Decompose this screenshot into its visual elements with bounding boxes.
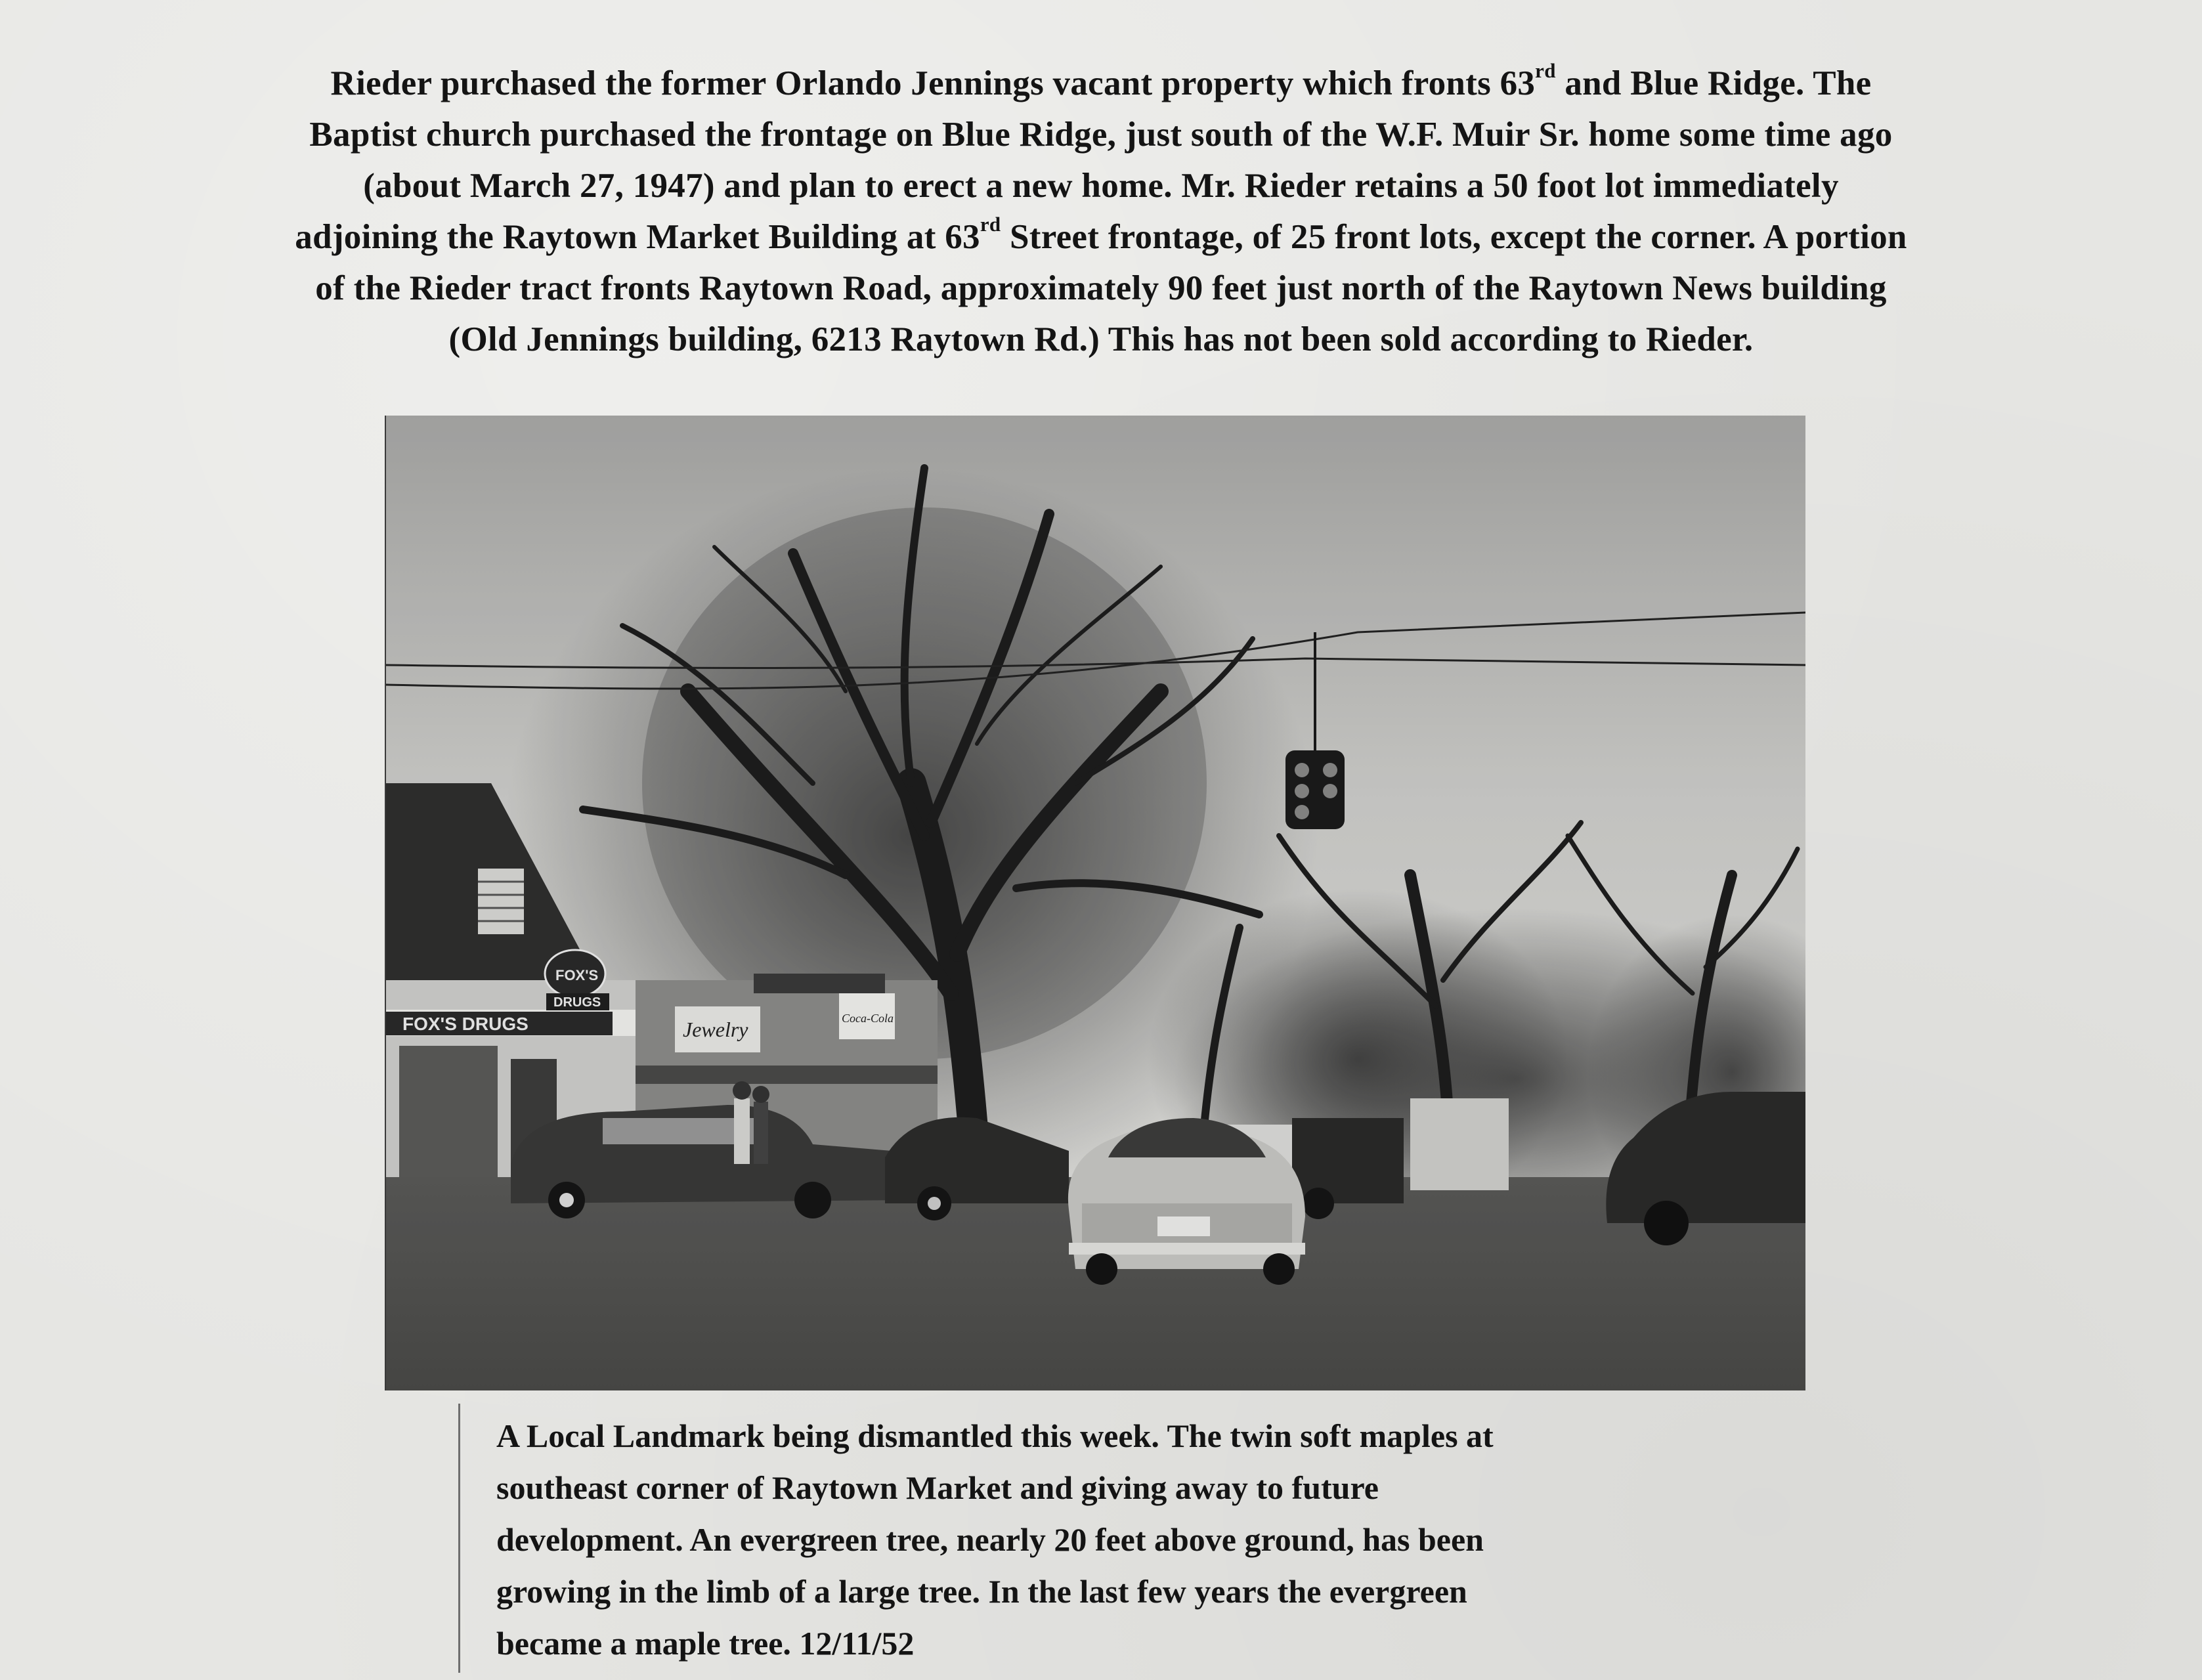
caption-line: southeast corner of Raytown Market and giving away to future <box>496 1469 1379 1506</box>
cola-sign: Coca-Cola <box>842 1012 894 1025</box>
jewelry-sign: Jewelry <box>683 1018 748 1041</box>
caption-line: A Local Landmark being dismantled this week. The twin soft maples at <box>496 1417 1494 1454</box>
intro-line: (about March 27, 1947) and plan to erect a new home. Mr. Rieder retains a 50 foot lot immediately <box>363 167 1839 205</box>
fox-round-sign: FOX'S <box>555 967 599 983</box>
intro-line: Baptist church purchased the frontage on Blue Ridge, just south of the W.F. Muir Sr. home some time ago <box>309 116 1893 154</box>
caption-line: became a maple tree. 12/11/52 <box>496 1625 915 1662</box>
street-photo <box>385 416 1805 1390</box>
intro-line: (Old Jennings building, 6213 Raytown Rd.) This has not been sold according to Rieder. <box>448 320 1754 358</box>
fox-drugs-sign: FOX'S DRUGS <box>402 1014 529 1034</box>
caption-divider <box>458 1404 460 1673</box>
intro-line: adjoining the Raytown Market Building at 63rd Street frontage, of 25 front lots, except the corner. A portion <box>295 213 1907 256</box>
intro-line: of the Rieder tract fronts Raytown Road, approximately 90 feet just north of the Raytown News building <box>315 269 1887 307</box>
drugs-small-sign: DRUGS <box>553 995 601 1010</box>
caption-line: growing in the limb of a large tree. In the last few years the evergreen <box>496 1573 1467 1610</box>
caption-line: development. An evergreen tree, nearly 20 feet above ground, has been <box>496 1521 1484 1558</box>
intro-line: Rieder purchased the former Orlando Jennings vacant property which fronts 63rd and Blue Ridge. The <box>330 59 1872 102</box>
intro-paragraph <box>151 58 2051 365</box>
photo-caption <box>496 1410 1744 1669</box>
